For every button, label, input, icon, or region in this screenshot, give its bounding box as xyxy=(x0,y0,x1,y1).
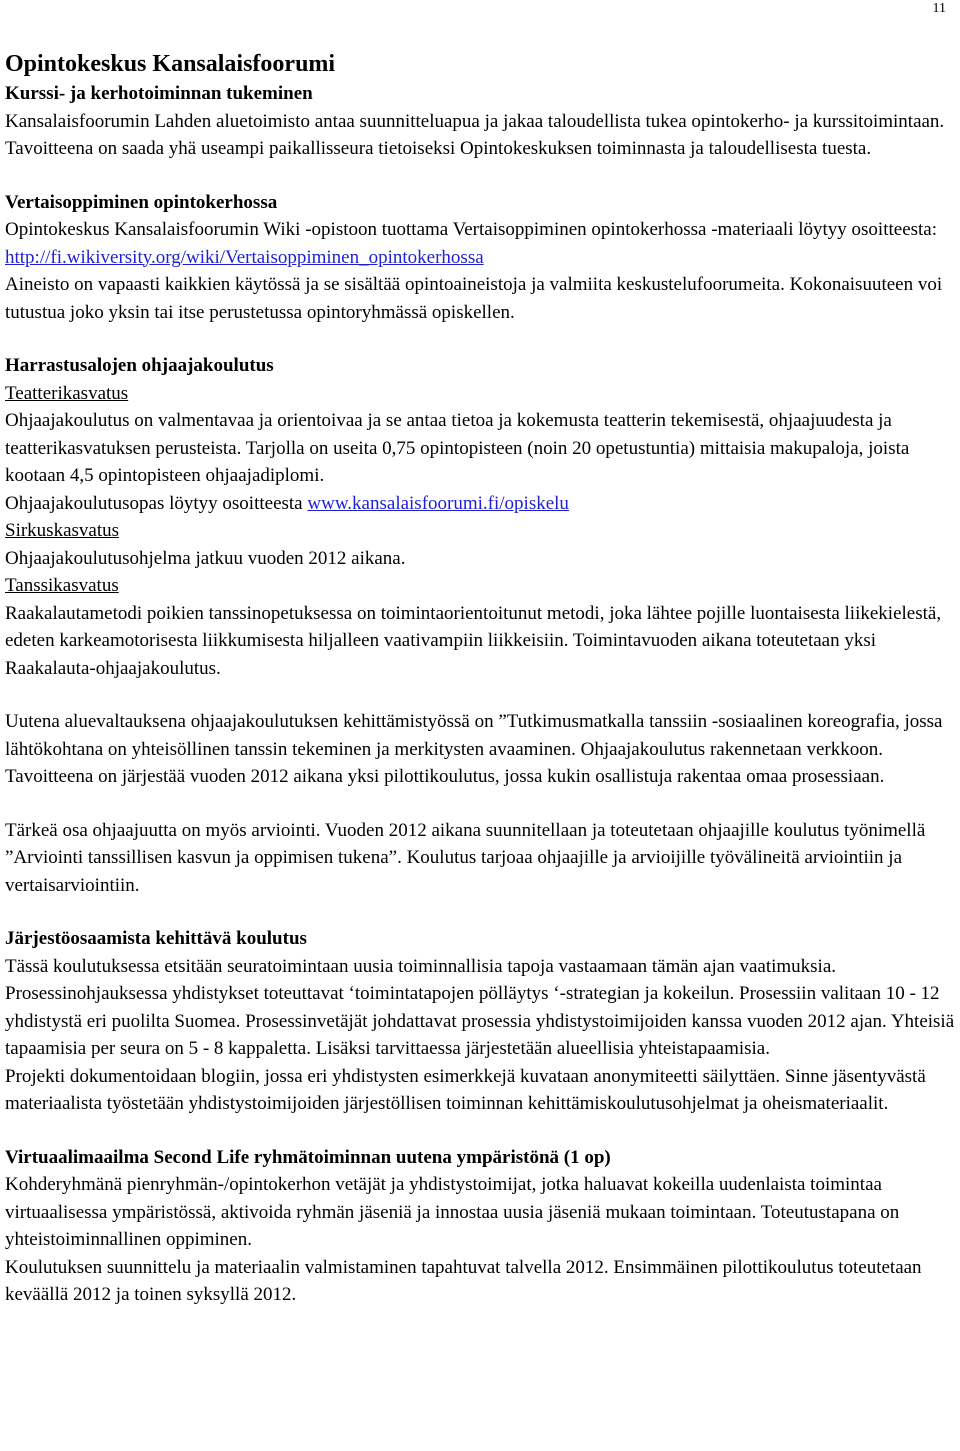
page-number: 11 xyxy=(932,1,946,16)
paragraph: Kohderyhmänä pienryhmän-/opintokerhon vetäjät ja yhdistystoimijat, jotka haluavat kokeilla uudenlaista toimintaa virtuaalisessa ympäristössä, aktivoida ryhmän jäseniä ja innostaa uusia jäseniä mukaan toimintaan. Toteutustapana on yhteistoiminnallinen oppiminen. xyxy=(5,1174,900,1250)
section-heading: Vertaisoppiminen opintokerhossa xyxy=(5,191,278,213)
document-body xyxy=(5,48,955,1309)
paragraph xyxy=(5,490,955,518)
section-heading: Järjestöosaamista kehittävä koulutus xyxy=(5,928,307,949)
paragraph: Tässä koulutuksessa etsitään seuratoimintaan uusia toiminnallisia tapoja vastaamaan tämän ajan vaatimuksia. Prosessinohjauksessa yhdistykset toteuttavat ‘toimintatapojen pölläytys ‘-strategian ja kokeilun. Prosessiin valitaan 10 - 12 yhdistystä eri puolilta Suomea. Prosessinvetäjät johdattavat prosessia yhdistystoimijoiden kanssa vuoden 2012 ajan. Yhteisiä tapaamisia per seura on 5 - 8 kappaletta. Lisäksi tarvittaessa järjestetään alueellisia yhteistapaamisia. xyxy=(5,955,955,1059)
page-title: Opintokeskus Kansalaisfoorumi xyxy=(5,51,336,77)
section-heading: Harrastusalojen ohjaajakoulutus xyxy=(5,355,274,376)
subsection-heading: Sirkuskasvatus xyxy=(5,520,119,541)
paragraph: Uutena aluevaltauksena ohjaajakoulutuksen kehittämistyössä on ”Tutkimusmatkalla tanssiin -sosiaalinen koreografia, jossa lähtökohtana on yhteisöllinen tanssin tekeminen ja merkitysten avaaminen. Ohjaajakoulutus rakennetaan verkkoon. Tavoitteena on järjestää vuoden 2012 aikana yksi pilottikoulutus, jossa kukin osallistuja rakentaa omaa prosessiaan. xyxy=(5,711,943,787)
paragraph: Aineisto on vapaasti kaikkien käytössä ja se sisältää opintoaineistoja ja valmiita keskustelufoorumeita. Kokonaisuuteen voi tutustua joko yksin tai itse perustetussa opintoryhmässä opiskellen. xyxy=(5,274,943,323)
wikiversity-link[interactable]: http://fi.wikiversity.org/wiki/Vertaisoppiminen_opintokerhossa xyxy=(5,246,484,268)
paragraph: Tärkeä osa ohjaajuutta on myös arviointi. Vuoden 2012 aikana suunnitellaan ja toteutetaan ohjaajille koulutus työnimellä ”Arviointi tanssillisen kasvun ja oppimisen tukena”. Koulutus tarjoaa ohjaajille ja arvioijille työvälineitä arviointiin ja vertaisarviointiin. xyxy=(5,819,926,896)
paragraph-text: Ohjaajakoulutusopas löytyy osoitteesta xyxy=(5,492,308,514)
paragraph xyxy=(5,216,955,271)
kansalaisfoorumi-link[interactable]: www.kansalaisfoorumi.fi/opiskelu xyxy=(307,492,569,514)
paragraph-text: Opintokeskus Kansalaisfoorumin Wiki -opistoon tuottama Vertaisoppiminen opintokerhossa -materiaali löytyy osoitteesta: xyxy=(5,219,938,240)
subsection-heading: Teatterikasvatus xyxy=(5,382,129,404)
paragraph: Projekti dokumentoidaan blogiin, jossa eri yhdistysten esimerkkejä kuvataan anonymiteetti säilyttäen. Sinne jäsentyvästä materiaalista työstetään yhdistystoimijoiden järjestöllisen toiminnan kehittämiskoulutusohjelmat ja oheismateriaalit. xyxy=(5,1065,926,1114)
paragraph: Ohjaajakoulutusohjelma jatkuu vuoden 2012 aikana. xyxy=(5,547,406,569)
section-heading: Virtuaalimaailma Second Life ryhmätoiminnan uutena ympäristönä (1 op) xyxy=(5,1146,611,1168)
subsection-heading: Tanssikasvatus xyxy=(5,575,119,596)
paragraph: Ohjaajakoulutus on valmentavaa ja orientoivaa ja se antaa tietoa ja kokemusta teatterin tekemisestä, ohjaajuudesta ja teatterikasvatuksen perusteista. Tarjolla on useita 0,75 opintopisteen (noin 20 opetustuntia) mittaisia makupaloja, joista kootaan 4,5 opintopisteen ohjaajadiplomi. xyxy=(5,410,910,486)
paragraph: Raakalautametodi poikien tanssinopetuksessa on toimintaorientoitunut metodi, joka lähtee pojille luontaisesta liikekielestä, edeten karkeamotorisesta liikkumisesta hiljalleen vaativampiin liikkeisiin. Toimintavuoden aikana toteutetaan yksi Raakalauta-ohjaajakoulutus. xyxy=(5,602,942,679)
paragraph: Kansalaisfoorumin Lahden aluetoimisto antaa suunnitteluapua ja jakaa taloudellista tukea opintokerho- ja kurssitoimintaan. Tavoitteena on saada yhä useampi paikallisseura tietoiseksi Opintokeskuksen toiminnasta ja taloudellisesta tuesta. xyxy=(5,110,945,159)
section-subtitle: Kurssi- ja kerhotoiminnan tukeminen xyxy=(5,83,313,104)
paragraph: Koulutuksen suunnittelu ja materiaalin valmistaminen tapahtuvat talvella 2012. Ensimmäinen pilottikoulutus toteutetaan keväällä 2012 ja toinen syksyllä 2012. xyxy=(5,1256,922,1305)
